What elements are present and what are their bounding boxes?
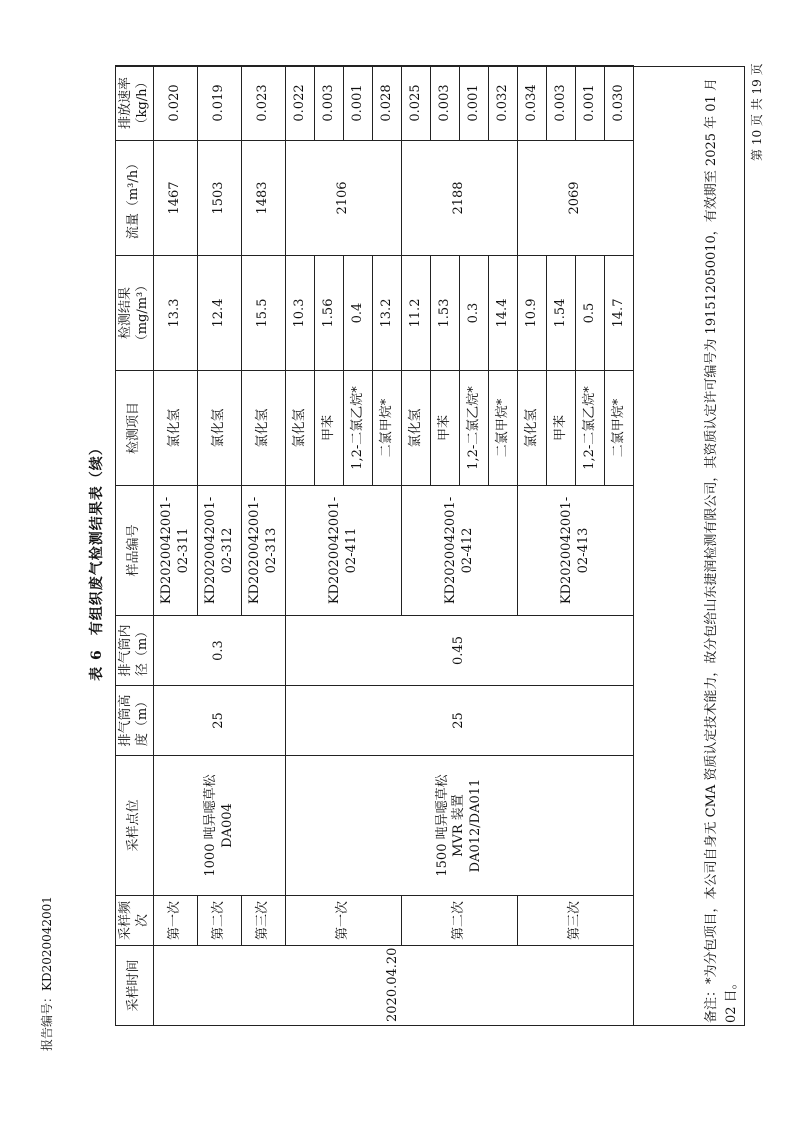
stack-height: 25 [154,686,286,756]
test-result: 13.3 [154,256,198,371]
freq-cell: 第三次 [518,896,634,946]
emission-rate: 0.034 [518,66,547,141]
sample-no: KD2020042001-02-312 [198,486,242,616]
emission-rate: 0.001 [344,66,373,141]
table-row [154,66,198,1026]
freq-cell: 第二次 [402,896,518,946]
emission-rate: 0.023 [242,66,286,141]
emission-rate: 0.001 [460,66,489,141]
flow-rate: 2106 [286,141,402,256]
flow-rate: 1503 [198,141,242,256]
emission-rate: 0.028 [373,66,402,141]
freq-cell: 第三次 [242,896,286,946]
test-result: 0.3 [460,256,489,371]
flow-rate: 2188 [402,141,518,256]
col-header-point: 采样点位 [116,756,154,896]
test-result: 15.5 [242,256,286,371]
test-result: 1.54 [547,256,576,371]
flow-rate: 2069 [518,141,634,256]
header-row [116,66,154,1026]
emission-rate: 0.022 [286,66,315,141]
col-header-time: 采样时间 [116,946,154,1026]
exhaust-gas-results-table [115,65,634,1026]
test-item: 二氯甲烷* [373,371,402,486]
emission-rate: 0.032 [489,66,518,141]
emission-rate: 0.025 [402,66,431,141]
emission-rate: 0.003 [547,66,576,141]
test-result: 12.4 [198,256,242,371]
emission-rate: 0.003 [315,66,344,141]
sampling-point: 1000 吨异噁草松 DA004 [154,756,286,896]
test-result: 13.2 [373,256,402,371]
page-number: 第 10 页 共 19 页 [750,63,764,161]
table-title [86,0,106,1121]
col-header-sample-no: 样品编号 [116,486,154,616]
footnote: 备注：*为分包项目，本公司自身无 CMA 资质认定技术能力，故分包给山东捷润检测有限公司，其资质认定许可编号为 191512050010，有效期至 2025 年 01 月 02 日。 [704,78,740,1023]
test-item: 氯化氢 [402,371,431,486]
test-item: 甲苯 [431,371,460,486]
col-header-freq: 采样频次 [116,896,154,946]
flow-rate: 1467 [154,141,198,256]
test-result: 10.9 [518,256,547,371]
sampling-date: 2020.04.20 [154,946,634,1026]
col-header-rate: 排放速率（kg/h） [116,66,154,141]
report-number: 报告编号：KD2020042001 [40,896,54,1051]
col-header-flow: 流量（m³/h） [116,141,154,256]
freq-cell: 第一次 [286,896,402,946]
sampling-point: 1500 吨异噁草松 MVR 装置 DA012/DA011 [286,756,634,896]
test-item: 氯化氢 [518,371,547,486]
sample-no: KD2020042001-02-412 [402,486,518,616]
test-result: 14.4 [489,256,518,371]
test-item: 氯化氢 [154,371,198,486]
col-header-item: 检测项目 [116,371,154,486]
sample-no: KD2020042001-02-311 [154,486,198,616]
test-item: 氯化氢 [198,371,242,486]
stack-diameter: 0.3 [154,616,286,686]
test-result: 0.5 [576,256,605,371]
stack-diameter: 0.45 [286,616,634,686]
emission-rate: 0.030 [605,66,634,141]
test-item: 1,2-二氯乙烷* [460,371,489,486]
test-item: 二氯甲烷* [605,371,634,486]
table-number: 表 6 [89,649,105,681]
test-item: 1,2-二氯乙烷* [344,371,373,486]
emission-rate: 0.003 [431,66,460,141]
test-item: 氯化氢 [242,371,286,486]
test-item: 甲苯 [315,371,344,486]
sample-no: KD2020042001-02-313 [242,486,286,616]
freq-cell: 第一次 [154,896,198,946]
table-row [286,66,315,1026]
sample-no: KD2020042001-02-411 [286,486,402,616]
col-header-height: 排气筒高度（m） [116,686,154,756]
test-item: 氯化氢 [286,371,315,486]
test-item: 1,2-二氯乙烷* [576,371,605,486]
test-result: 0.4 [344,256,373,371]
test-result: 14.7 [605,256,634,371]
sample-no: KD2020042001-02-413 [518,486,634,616]
test-result: 1.53 [431,256,460,371]
freq-cell: 第二次 [198,896,242,946]
col-header-result: 检测结果（mg/m³） [116,256,154,371]
test-item: 甲苯 [547,371,576,486]
table-title-text: 有组织废气检测结果表（续） [89,440,105,636]
emission-rate: 0.019 [198,66,242,141]
emission-rate: 0.020 [154,66,198,141]
test-result: 11.2 [402,256,431,371]
test-item: 二氯甲烷* [489,371,518,486]
test-result: 10.3 [286,256,315,371]
emission-rate: 0.001 [576,66,605,141]
stack-height: 25 [286,686,634,756]
col-header-diameter: 排气筒内径（m） [116,616,154,686]
test-result: 1.56 [315,256,344,371]
flow-rate: 1483 [242,141,286,256]
